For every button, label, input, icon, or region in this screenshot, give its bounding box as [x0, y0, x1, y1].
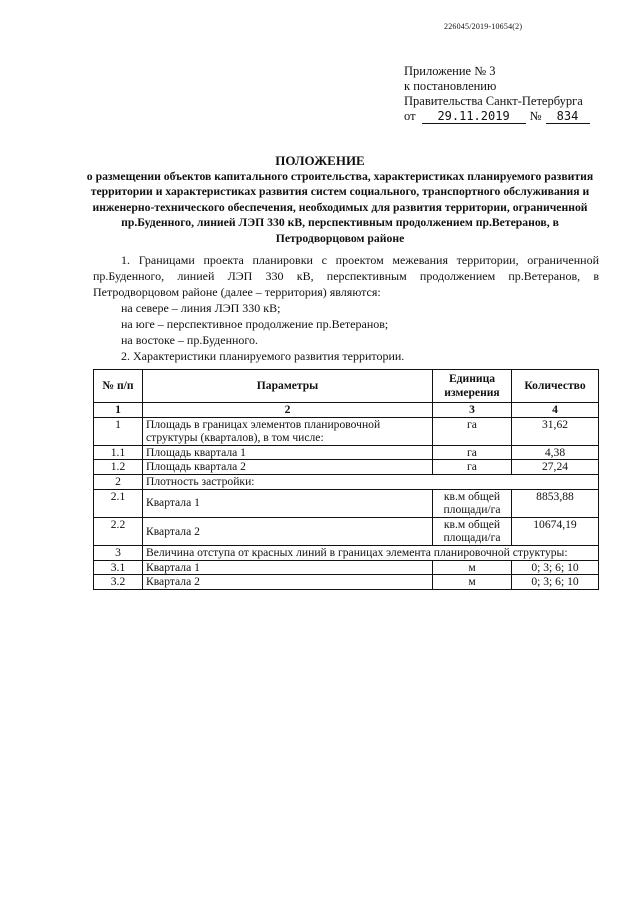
table-row [94, 474, 599, 489]
number-prefix: № [529, 109, 542, 123]
table-header-row [94, 370, 599, 403]
index-cell: 3 [433, 403, 512, 418]
row-parameter: Плотность застройки: [143, 474, 599, 489]
appendix-block [404, 64, 590, 124]
paragraph-boundaries: 1. Границами проекта планировки с проектом межевания территории, ограниченной пр.Буденного, линией ЛЭП 330 кВ, перспективным продолжением пр.Ветеранов, в Петродворцовом районе (далее – территория) являются: [93, 253, 599, 299]
row-parameter: Квартала 2 [143, 517, 433, 545]
row-number: 2.2 [94, 517, 143, 545]
date-prefix: от [404, 109, 416, 123]
handwritten-date: 29.11.2019 [422, 110, 526, 124]
index-cell: 1 [94, 403, 143, 418]
row-parameter: Квартала 1 [143, 560, 433, 575]
row-parameter: Площадь квартала 1 [143, 445, 433, 460]
row-unit: га [433, 460, 512, 475]
page-subtitle: о размещении объектов капитального строительства, характеристиках планируемого развития территории и характеристиках развития систем социального, транспортного обслуживания и инженерно-технического обеспечения, необходимых для развития территории, ограниченной пр.Буденного, линией ЛЭП 330 кВ, перспективным продолжением пр.Ветеранов, в Петродворцовом районе [86, 170, 594, 245]
parameters-table [93, 369, 599, 590]
row-number: 1.2 [94, 460, 143, 475]
row-quantity: 0; 3; 6; 10 [512, 560, 599, 575]
table-row [94, 417, 599, 445]
appendix-line: Правительства Санкт-Петербурга [404, 94, 583, 108]
page-title: ПОЛОЖЕНИЕ [275, 153, 365, 168]
row-number: 1 [94, 417, 143, 445]
row-parameter: Квартала 1 [143, 489, 433, 517]
table-row [94, 560, 599, 575]
appendix-date-line [404, 109, 590, 124]
document-number: 226045/2019-10654(2) [444, 22, 523, 31]
row-quantity: 8853,88 [512, 489, 599, 517]
row-parameter: Площадь в границах элементов планировочной структуры (кварталов), в том числе: [143, 417, 433, 445]
row-quantity: 27,24 [512, 460, 599, 475]
row-unit: кв.м общей площади/га [433, 517, 512, 545]
index-cell: 4 [512, 403, 599, 418]
appendix-line: Приложение № 3 [404, 64, 496, 78]
row-number: 3 [94, 545, 143, 560]
index-cell: 2 [143, 403, 433, 418]
header-parameters: Параметры [143, 370, 433, 403]
header-number: № п/п [94, 370, 143, 403]
row-number: 2 [94, 474, 143, 489]
row-quantity: 10674,19 [512, 517, 599, 545]
boundary-east: на востоке – пр.Буденного. [121, 333, 259, 347]
table-row [94, 489, 599, 517]
row-unit: га [433, 445, 512, 460]
table-row [94, 445, 599, 460]
row-unit: га [433, 417, 512, 445]
row-parameter: Величина отступа от красных линий в границах элемента планировочной структуры: [143, 545, 599, 560]
body-text [93, 252, 599, 364]
row-quantity: 4,38 [512, 445, 599, 460]
row-quantity: 0; 3; 6; 10 [512, 575, 599, 590]
row-quantity: 31,62 [512, 417, 599, 445]
boundary-north: на севере – линия ЛЭП 330 кВ; [121, 301, 281, 315]
table-row [94, 545, 599, 560]
table-row [94, 575, 599, 590]
appendix-line: к постановлению [404, 79, 497, 93]
paragraph-characteristics: 2. Характеристики планируемого развития территории. [121, 349, 405, 363]
row-unit: м [433, 575, 512, 590]
boundary-south: на юге – перспективное продолжение пр.Ветеранов; [121, 317, 389, 331]
row-number: 1.1 [94, 445, 143, 460]
row-unit: кв.м общей площади/га [433, 489, 512, 517]
row-number: 3.1 [94, 560, 143, 575]
row-number: 2.1 [94, 489, 143, 517]
table-row [94, 517, 599, 545]
handwritten-number: 834 [546, 110, 590, 124]
table-row [94, 460, 599, 475]
row-number: 3.2 [94, 575, 143, 590]
header-quantity: Количество [512, 370, 599, 403]
header-unit: Единица измерения [433, 370, 512, 403]
row-unit: м [433, 560, 512, 575]
row-parameter: Квартала 2 [143, 575, 433, 590]
row-parameter: Площадь квартала 2 [143, 460, 433, 475]
table-index-row [94, 403, 599, 418]
